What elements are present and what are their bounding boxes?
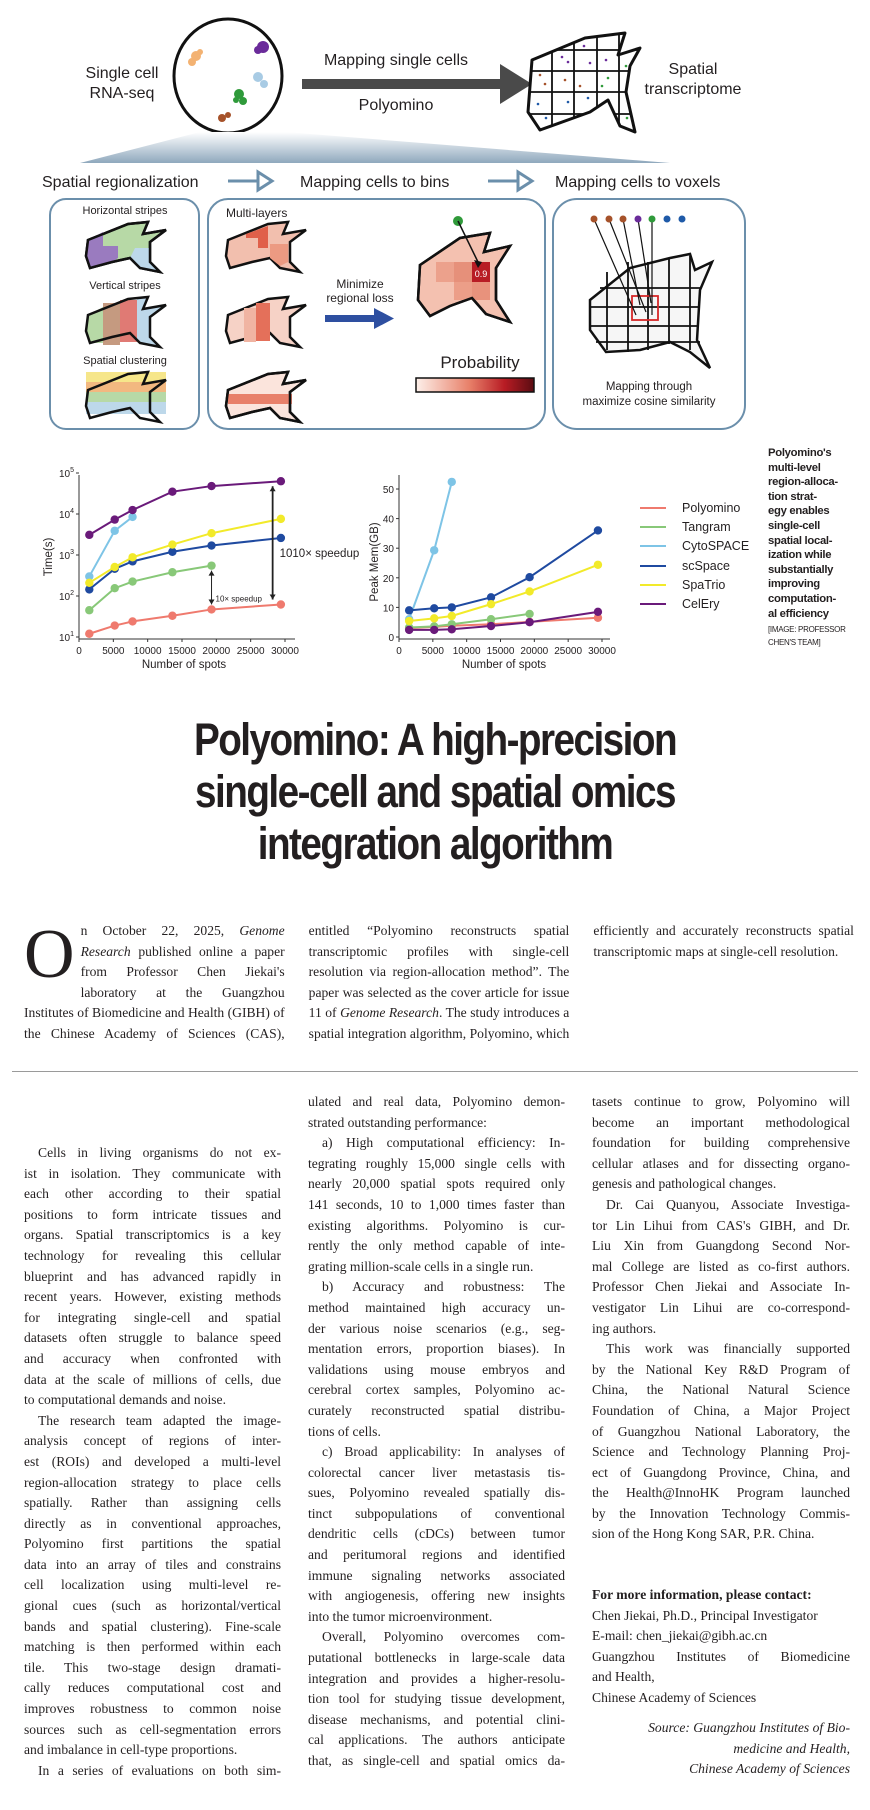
- body-line: sion of the Hong Kong SAR, P.R. China.: [592, 1526, 815, 1542]
- zoom-trapezoid: [80, 132, 670, 163]
- caption-line: multi-level: [768, 461, 821, 474]
- body-line: This work was financially supported: [606, 1341, 850, 1357]
- label-rna-seq: RNA-seq: [89, 85, 155, 102]
- time-x-tick-label: 10000: [133, 646, 162, 657]
- body-line: technology for revealing this cellular: [24, 1247, 281, 1263]
- caption-line: al efficiency: [768, 607, 829, 620]
- body-line: cally reduces computational cost and: [24, 1680, 281, 1696]
- mem-point-scspace: [448, 603, 456, 611]
- arrowhead: [209, 599, 215, 604]
- time-point-tangram: [85, 606, 93, 614]
- body-line: In a series of evaluations on both sim-: [38, 1762, 281, 1778]
- time-point-polyomino: [85, 630, 93, 638]
- time-y-tick-label: $10^3$: [58, 549, 74, 562]
- body-line: recent years. However, existing methods: [24, 1289, 281, 1305]
- body-line: and imbalance in cell-type proportions.: [24, 1742, 238, 1758]
- mem-x-tick-label: 20000: [520, 646, 549, 657]
- time-x-tick-label: 5000: [102, 646, 125, 657]
- body-line: Polyomino first partitions the spatial: [24, 1536, 281, 1552]
- figure-caption: [768, 446, 864, 649]
- legend-label: Tangram: [682, 519, 731, 534]
- legend-item-polyomino: [640, 498, 749, 517]
- caption-line: spatial local-: [768, 534, 833, 547]
- multi-layer-shapes: [226, 222, 306, 422]
- body-line: nearly 20,000 spatial spots required only: [308, 1176, 565, 1192]
- body-line: putational bottlenecks in large-scale data: [308, 1650, 565, 1666]
- time-point-cytospace: [111, 527, 119, 535]
- lead-text-c: . The study introduces a spatial integration algorithm, Polyomino, which efficiently and accurately reconstructs spatial transcriptomic maps at single-cell resolution.: [308, 923, 854, 1041]
- journal-name: Genome Research: [80, 923, 285, 959]
- body-line: that, as single-cell and spatial omics da-: [308, 1753, 565, 1768]
- mem-series-line-spatrio: [409, 565, 598, 621]
- single-cell-clusters: [174, 19, 282, 133]
- time-point-polyomino: [277, 600, 285, 608]
- body-line: dendritic cells (cDCs) between tumor: [308, 1526, 565, 1542]
- body-line: ect of Guangdong Province, China, and: [592, 1464, 850, 1480]
- body-line: each other according to their spatial: [24, 1186, 281, 1202]
- body-line: rently the only method capable of inte-: [308, 1238, 565, 1254]
- contact-institute-2: and Health,: [592, 1669, 655, 1685]
- label-spatial-clustering: Spatial clustering: [83, 355, 167, 367]
- label-transcriptome: transcriptome: [644, 81, 742, 98]
- time-series-line-celery: [89, 481, 281, 535]
- mem-point-scspace: [525, 573, 533, 581]
- body-column-2: [308, 1092, 565, 1772]
- lead-text-b: published online a paper from Professor Chen Jiekai's laboratory at the Guangzhou Institutes of Biomedicine and Health (GIBH) of the Chinese Academy of Sciences (CAS), entitled “Polyomino reconstructs spatial transcriptomic profiles with single-cell resolution via region-allocation method”. The paper was selected as the cover article for issue 11 of: [24, 923, 570, 1041]
- mem-x-tick-label: 30000: [588, 646, 616, 657]
- image-credit-line-1: [IMAGE: PROFESSOR: [768, 625, 846, 635]
- legend-label: CytoSPACE: [682, 539, 750, 554]
- time-point-spatrio: [277, 515, 285, 523]
- mem-point-scspace: [405, 606, 413, 614]
- time-x-tick-label: 20000: [202, 646, 231, 657]
- label-vertical-stripes: Vertical stripes: [89, 280, 161, 292]
- arrowhead: [270, 486, 276, 491]
- body-line: genesis and pathological changes.: [592, 1176, 777, 1192]
- body-line: disease mechanisms, and potential clini-: [308, 1711, 565, 1727]
- body-line: b) Accuracy and robustness: The: [322, 1279, 565, 1295]
- method-diagram: [0, 0, 870, 440]
- body-line: data at the scale of millions of cells, due: [24, 1371, 281, 1387]
- body-line: datasets often struggle to balance speed: [24, 1330, 281, 1346]
- mem-point-scspace: [594, 526, 602, 534]
- time-point-scspace: [168, 548, 176, 556]
- time-point-celery: [85, 531, 93, 539]
- probability-colorbar: [416, 378, 534, 392]
- label-mapping-through: Mapping through: [605, 381, 693, 393]
- body-line: The research team adapted the image-: [38, 1412, 281, 1428]
- probability-shape: [418, 216, 510, 322]
- body-line: der various noise scenarios (e.g., seg-: [308, 1320, 565, 1336]
- body-line: colorectal cancer liver metastasis tis-: [308, 1464, 565, 1480]
- contact-email[interactable]: E-mail: chen_jiekai@gibh.ac.cn: [592, 1628, 768, 1644]
- body-line: tinct subpopulations of conventional: [308, 1505, 565, 1521]
- caption-text: [768, 446, 864, 621]
- body-line: matching is then performed within each: [24, 1639, 281, 1655]
- caption-line: Polyomino's: [768, 447, 832, 459]
- mem-point-celery: [525, 618, 533, 626]
- mem-point-tangram: [525, 610, 533, 618]
- body-line: est (ROIs) and developed a multi-level: [24, 1453, 281, 1469]
- body-line: by the Innovation Technology Commis-: [592, 1505, 850, 1521]
- chart-legend: [640, 498, 749, 614]
- body-line: validations using mouse embryos and: [308, 1361, 565, 1377]
- body-line: foundation for building comprehensive: [592, 1135, 850, 1151]
- body-line: ulated and real data, Polyomino demon-: [308, 1094, 565, 1109]
- voxel-mapping-diagram: [590, 216, 712, 369]
- body-line: Liu Xin from Guangdong Second Nor-: [592, 1238, 850, 1254]
- body-line: for integrating single-cell and spatial: [24, 1309, 281, 1325]
- time-point-polyomino: [128, 617, 136, 625]
- image-credit: [768, 623, 864, 649]
- body-line: 141 seconds, 10 to 1,000 times faster than: [308, 1196, 565, 1212]
- body-line: Overall, Polyomino overcomes com-: [322, 1629, 565, 1645]
- body-column-3: [592, 1092, 850, 1545]
- time-point-spatrio: [128, 553, 136, 561]
- mem-point-spatrio: [448, 612, 456, 620]
- legend-swatch: [640, 507, 666, 509]
- body-line: ist in isolation. They communicate with: [24, 1165, 281, 1181]
- body-line: positions to form intricate tissues and: [24, 1206, 281, 1222]
- mem-point-cytospace: [448, 478, 456, 486]
- time-y-tick-label: $10^5$: [58, 467, 74, 480]
- time-y-tick-label: $10^4$: [58, 508, 74, 521]
- body-line: spatially. Rather than assigning cells: [24, 1495, 281, 1511]
- mem-y-tick-label: 50: [382, 485, 394, 496]
- label-spatial: Spatial: [668, 61, 718, 78]
- body-line: tion tool for studying tissue development,: [308, 1691, 565, 1707]
- time-point-spatrio: [207, 529, 215, 537]
- time-point-tangram: [207, 561, 215, 569]
- time-point-celery: [168, 487, 176, 495]
- mem-x-tick-label: 10000: [452, 646, 481, 657]
- mem-y-tick-label: 30: [382, 544, 394, 556]
- caption-line: tion strat-: [768, 490, 817, 503]
- time-x-tick-label: 15000: [168, 646, 196, 657]
- body-line: curately reconstructed spatial distribu-: [308, 1402, 565, 1418]
- body-line: tile. This two-stage design dramati-: [24, 1659, 281, 1675]
- body-line: a) High computational efficiency: In-: [322, 1135, 565, 1151]
- contact-institute: Guangzhou Institutes of Biomedicine: [592, 1648, 850, 1664]
- body-line: bands and spatial clustering). Fine-scale: [24, 1618, 281, 1634]
- label-multi-layers: Multi-layers: [226, 206, 288, 220]
- legend-item-scspace: [640, 556, 749, 575]
- body-line: vestigator Lin Lihui are co-correspond-: [592, 1299, 850, 1315]
- spatial-transcriptome-grid: [520, 30, 650, 140]
- caption-line: computation-: [768, 592, 836, 605]
- arrowhead: [209, 571, 215, 576]
- body-line: cal applications. The authors anticipate: [308, 1732, 565, 1748]
- legend-swatch: [640, 545, 666, 547]
- body-line: Science and Technology Planning Proj-: [592, 1444, 850, 1460]
- body-line: grating million-scale cells in a single run.: [308, 1258, 534, 1274]
- body-line: cellular atlases and for dissecting organo-: [592, 1155, 850, 1171]
- time-point-scspace: [207, 541, 215, 549]
- legend-swatch: [640, 584, 666, 586]
- legend-label: scSpace: [682, 558, 730, 573]
- mem-x-label: Number of spots: [461, 659, 547, 671]
- time-y-label: Time(s): [43, 537, 55, 577]
- body-line: cell localization using multi-level re-: [24, 1577, 281, 1593]
- body-line: c) Broad applicability: In analyses of: [322, 1444, 565, 1460]
- time-point-polyomino: [111, 621, 119, 629]
- mem-x-tick-label: 25000: [554, 646, 583, 657]
- journal-name: Genome Research: [340, 1005, 439, 1021]
- time-chart: [43, 467, 359, 671]
- label-mapping-single-cells: Mapping single cells: [323, 52, 469, 69]
- probability-label: Probability: [440, 353, 520, 372]
- label-single-cell: Single cell: [85, 65, 159, 82]
- minimize-arrow-icon: [325, 308, 394, 329]
- mem-y-tick-label: 0: [388, 633, 394, 644]
- headline-line-2: single-cell and spatial omics: [195, 766, 675, 817]
- mem-x-tick-label: 5000: [421, 646, 444, 657]
- image-credit-line-2: CHEN'S TEAM]: [768, 638, 821, 648]
- source-credit: [592, 1718, 850, 1780]
- body-line: Foundation of China, a Major Project: [592, 1402, 850, 1418]
- label-minimize: Minimize: [336, 277, 384, 291]
- body-line: China, the National Natural Science: [592, 1382, 850, 1398]
- mem-point-scspace: [430, 604, 438, 612]
- mem-point-celery: [448, 625, 456, 633]
- mem-point-spatrio: [430, 614, 438, 622]
- caption-line: ization while: [768, 549, 832, 562]
- body-line: sues, Polyomino revealed spatially dis-: [308, 1485, 565, 1501]
- body-line: data into an array of tiles and constrains: [24, 1556, 281, 1572]
- time-x-tick-label: 0: [76, 646, 82, 657]
- body-line: to computational demands and noise.: [24, 1392, 226, 1408]
- mem-point-celery: [405, 626, 413, 634]
- mem-point-spatrio: [525, 587, 533, 595]
- arrowhead: [270, 595, 276, 600]
- headline: [61, 714, 809, 870]
- spatial-clustering-shape: [86, 372, 166, 422]
- body-line: integration and provides a higher-resolu-: [308, 1670, 565, 1686]
- lead-paragraph: [24, 916, 854, 1049]
- body-line: improves robustness to common noise: [24, 1701, 281, 1717]
- time-y-tick-label: $10^1$: [58, 631, 74, 644]
- body-line: strated outstanding performance:: [308, 1114, 487, 1130]
- body-line: become an important methodological: [592, 1114, 850, 1130]
- mem-point-spatrio: [594, 561, 602, 569]
- section-divider: [12, 1071, 858, 1072]
- time-y-tick-label: $10^2$: [58, 590, 74, 603]
- body-line: and accuracy when confronted with: [24, 1350, 281, 1366]
- body-line: cerebral cortex samples, Polyomino ac-: [308, 1382, 565, 1398]
- time-point-scspace: [277, 534, 285, 542]
- time-point-spatrio: [111, 563, 119, 571]
- body-line: Dr. Cai Quanyou, Associate Investiga-: [606, 1196, 850, 1212]
- caption-line: improving: [768, 578, 820, 591]
- label-polyomino: Polyomino: [358, 97, 434, 114]
- time-series-line-polyomino: [89, 605, 281, 634]
- time-point-spatrio: [168, 540, 176, 548]
- body-line: immune signaling networks associated: [308, 1567, 565, 1583]
- body-line: sources such as cell-segmentation errors: [24, 1721, 281, 1737]
- body-line: directly as in conventional approaches,: [24, 1515, 281, 1531]
- mem-x-tick-label: 0: [396, 646, 402, 657]
- contact-block: [592, 1585, 850, 1709]
- body-line: existing algorithms. Polyomino is cur-: [308, 1217, 565, 1233]
- source-line-1: Source: Guangzhou Institutes of Bio-: [648, 1720, 850, 1735]
- legend-swatch: [640, 603, 666, 605]
- body-line: ing authors.: [592, 1320, 657, 1336]
- contact-name: Chen Jiekai, Ph.D., Principal Investigator: [592, 1607, 818, 1623]
- step-mapping-cells-to-bins: Mapping cells to bins: [300, 174, 450, 191]
- step-mapping-cells-to-voxels: Mapping cells to voxels: [555, 174, 721, 191]
- time-point-polyomino: [168, 612, 176, 620]
- caption-line: substantially: [768, 563, 834, 576]
- mem-x-tick-label: 15000: [486, 646, 515, 657]
- contact-institute-3: Chinese Academy of Sciences: [592, 1689, 757, 1705]
- legend-item-tangram: [640, 517, 749, 536]
- caption-line: single-cell: [768, 519, 820, 532]
- body-line: the Health@InnoHK Program launched: [592, 1485, 850, 1501]
- horizontal-stripes-shape: [86, 222, 166, 272]
- mem-y-tick-label: 40: [382, 514, 394, 526]
- body-line: analysis concept of regions of inter-: [24, 1433, 281, 1449]
- time-point-polyomino: [207, 605, 215, 613]
- probability-value: 0.9: [474, 269, 488, 279]
- label-maximize-cosine-similarity: maximize cosine similarity: [582, 396, 716, 408]
- mem-y-tick-label: 10: [382, 603, 394, 615]
- source-line-2: medicine and Health,: [733, 1740, 850, 1756]
- body-line: organs. Spatial transcriptomics is a key: [24, 1227, 281, 1243]
- legend-label: CelEry: [682, 597, 720, 612]
- body-line: blueprint and has advanced rapidly in: [24, 1268, 281, 1284]
- memory-chart: [369, 475, 616, 671]
- time-point-tangram: [111, 584, 119, 592]
- legend-item-spatrio: [640, 575, 749, 594]
- body-line: tions of cells.: [308, 1423, 381, 1439]
- body-line: of Guangzhou National Laboratory, the: [592, 1423, 850, 1439]
- legend-swatch: [640, 526, 666, 528]
- headline-line-3: integration algorithm: [257, 818, 613, 869]
- legend-swatch: [640, 565, 666, 567]
- source-line-3: Chinese Academy of Sciences: [689, 1761, 850, 1777]
- caption-line: egy enables: [768, 505, 830, 518]
- time-point-celery: [128, 506, 136, 514]
- vertical-stripes-shape: [86, 297, 166, 347]
- time-point-celery: [207, 482, 215, 490]
- body-line: tegrating roughly 15,000 single cells with: [308, 1155, 565, 1171]
- mem-series-line-scspace: [409, 530, 598, 610]
- mem-point-celery: [594, 608, 602, 616]
- step-arrow-icon: [488, 172, 532, 190]
- body-line: Professor Chen Jiekai and Associate In-: [592, 1279, 850, 1295]
- legend-item-celery: [640, 594, 749, 613]
- mem-point-celery: [430, 626, 438, 634]
- time-x-tick-label: 30000: [271, 646, 299, 657]
- time-point-celery: [111, 515, 119, 523]
- label-regional-loss: regional loss: [326, 291, 394, 305]
- legend-label: Polyomino: [682, 500, 741, 515]
- body-line: and peritumoral regions and identified: [308, 1547, 565, 1563]
- body-line: region-allocation strategy to place cells: [24, 1474, 281, 1490]
- body-line: gional cues (such as horizontal/vertical: [24, 1598, 281, 1614]
- body-line: tor Lin Lihui from CAS's GIBH, and Dr.: [592, 1217, 850, 1233]
- time-point-spatrio: [85, 579, 93, 587]
- mem-point-celery: [487, 622, 495, 630]
- step-arrow-icon: [228, 172, 272, 190]
- mem-point-spatrio: [487, 600, 495, 608]
- time-x-label: Number of spots: [141, 659, 227, 671]
- time-point-tangram: [168, 568, 176, 576]
- time-point-tangram: [128, 577, 136, 585]
- body-line: mal College are listed as co-first authors.: [592, 1258, 850, 1274]
- body-line: tasets continue to grow, Polyomino will: [592, 1094, 850, 1109]
- legend-label: SpaTrio: [682, 577, 726, 592]
- body-line: into the tumor microenvironment.: [308, 1608, 493, 1624]
- body-column-1: [24, 1143, 281, 1781]
- lead-text-a: n October 22, 2025,: [80, 923, 240, 938]
- headline-line-1: Polyomino: A high-precision: [193, 714, 677, 765]
- speedup-label: 10× speedup: [215, 594, 263, 604]
- body-line: method maintained high accuracy un-: [308, 1299, 565, 1315]
- time-x-tick-label: 25000: [236, 646, 265, 657]
- drop-cap: O: [24, 916, 75, 993]
- label-horizontal-stripes: Horizontal stripes: [82, 205, 168, 217]
- body-line: by the National Key R&D Program of: [592, 1361, 850, 1377]
- time-point-celery: [277, 477, 285, 485]
- time-series-line-scspace: [89, 538, 281, 589]
- body-line: Cells in living organisms do not ex-: [38, 1145, 281, 1160]
- body-line: with angiogenesis, offering new insights: [308, 1588, 565, 1604]
- mem-y-label: Peak Mem(GB): [369, 522, 381, 602]
- caption-line: region-alloca-: [768, 476, 838, 489]
- mem-point-spatrio: [405, 617, 413, 625]
- speedup-label: 1010× speedup: [279, 547, 360, 560]
- body-line: mentation errors, proportion biases). In: [308, 1341, 565, 1357]
- step-spatial-regionalization: Spatial regionalization: [42, 174, 199, 191]
- mem-point-cytospace: [430, 546, 438, 554]
- mem-y-tick-label: 20: [382, 573, 394, 585]
- legend-item-cytospace: [640, 537, 749, 556]
- contact-heading: For more information, please contact:: [592, 1587, 812, 1602]
